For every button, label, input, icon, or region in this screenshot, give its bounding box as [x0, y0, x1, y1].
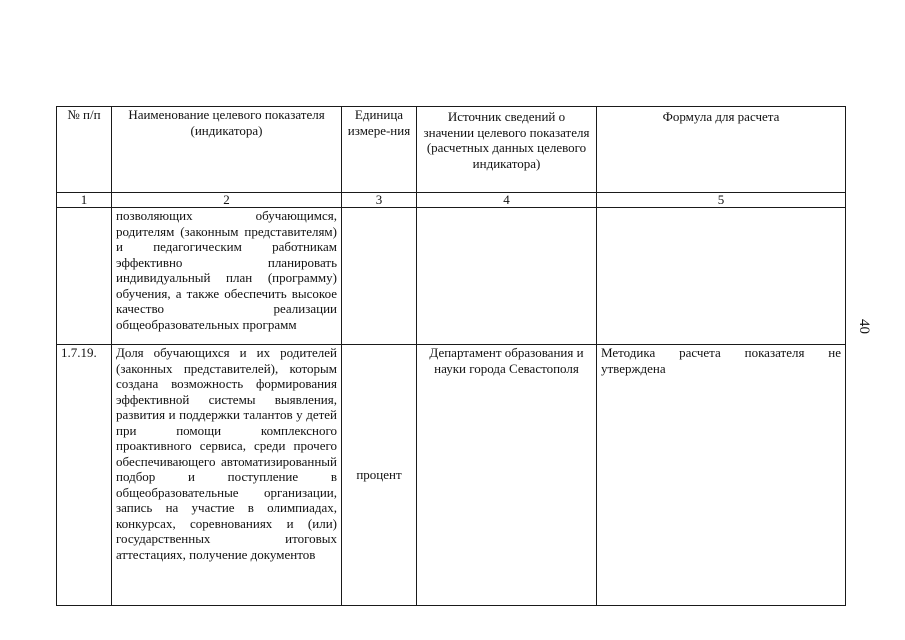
table-row	[57, 345, 846, 606]
column-number: 5	[597, 193, 846, 208]
row-number	[57, 208, 112, 345]
indicator-name: позволяющих обучающимся, родителям (законным представителям) и педагогическим работникам эффективно планировать индивидуальный план (программу) обучения, а также обеспечить высокое качество реализации общеобразовательных программ	[112, 208, 342, 345]
indicators-table	[56, 106, 846, 606]
indicator-name: Доля обучающихся и их родителей (законных представителей), которым создана возможность формирования эффективной системы выявления, развития и поддержки талантов у детей при помощи комплексного проактивного сервиса, среди прочего обеспечивающего автоматизированный подбор и поступление в общеобразовательные организации, запись на участие в олимпиадах, конкурсах, соревнованиях и (или) государственных итоговых аттестациях, получение документов	[112, 345, 342, 606]
column-number: 2	[112, 193, 342, 208]
table-header-row	[57, 107, 846, 193]
column-number: 1	[57, 193, 112, 208]
table-row	[57, 208, 846, 345]
unit-cell: процент	[342, 345, 417, 606]
header-source: Источник сведений о значении целевого показателя (расчетных данных целевого индикатора)	[417, 107, 597, 193]
formula-cell: Методика расчета показателя не утверждена	[597, 345, 846, 606]
header-formula: Формула для расчета	[597, 107, 846, 193]
source-cell: Департамент образования и науки города Севастополя	[417, 345, 597, 606]
source-cell	[417, 208, 597, 345]
formula-cell	[597, 208, 846, 345]
column-number-row	[57, 193, 846, 208]
header-unit: Единица измере-ния	[342, 107, 417, 193]
column-number: 4	[417, 193, 597, 208]
unit-cell	[342, 208, 417, 345]
header-indicator-name: Наименование целевого показателя (индикатора)	[112, 107, 342, 193]
column-number: 3	[342, 193, 417, 208]
page-number: 40	[856, 319, 872, 334]
header-number: № п/п	[57, 107, 112, 193]
row-number: 1.7.19.	[57, 345, 112, 606]
